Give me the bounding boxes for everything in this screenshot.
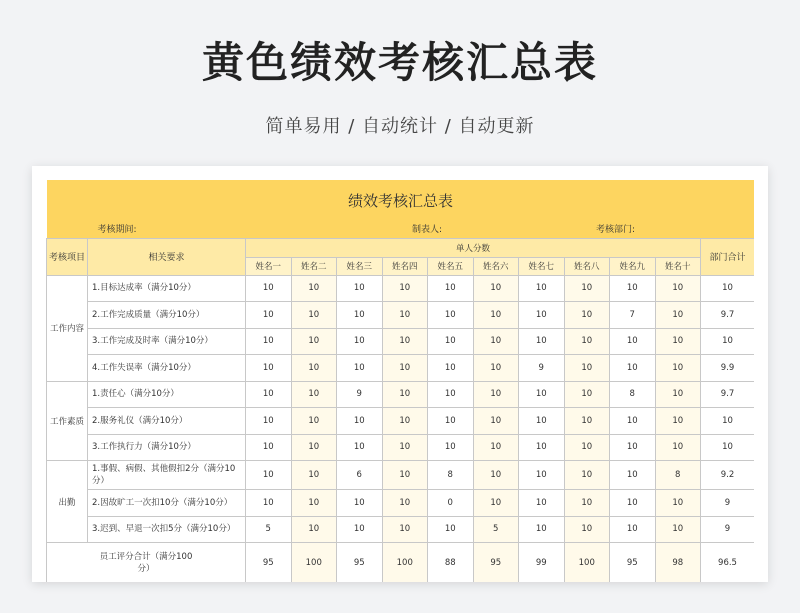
score-cell[interactable]: 10 <box>519 490 565 517</box>
header-name-9: 姓名九 <box>610 257 656 275</box>
total-score-cell[interactable]: 100 <box>564 543 610 583</box>
score-cell[interactable]: 10 <box>382 328 428 355</box>
score-cell[interactable]: 10 <box>519 381 565 408</box>
table-row <box>47 516 755 543</box>
score-cell[interactable]: 10 <box>291 302 337 329</box>
sheet-card <box>32 166 768 582</box>
table-row <box>47 355 755 382</box>
table-row <box>47 302 755 329</box>
score-cell[interactable]: 10 <box>382 275 428 302</box>
score-cell[interactable]: 10 <box>655 275 701 302</box>
score-cell[interactable]: 10 <box>655 434 701 461</box>
header-item: 考核项目 <box>47 238 88 275</box>
score-cell[interactable]: 10 <box>473 461 519 490</box>
score-cell[interactable]: 10 <box>246 461 292 490</box>
score-cell[interactable]: 10 <box>246 328 292 355</box>
score-cell[interactable]: 7 <box>610 302 656 329</box>
score-cell[interactable]: 10 <box>428 408 474 435</box>
total-score-cell[interactable]: 100 <box>291 543 337 583</box>
score-cell[interactable]: 10 <box>428 355 474 382</box>
total-score-cell[interactable]: 88 <box>428 543 474 583</box>
score-cell[interactable]: 10 <box>655 408 701 435</box>
score-cell[interactable]: 10 <box>519 275 565 302</box>
dept-total-cell[interactable]: 9 <box>701 516 755 543</box>
table-row <box>47 434 755 461</box>
score-cell[interactable]: 10 <box>519 461 565 490</box>
group-label: 出勤 <box>47 461 88 543</box>
score-cell[interactable]: 10 <box>246 302 292 329</box>
requirement-cell[interactable]: 2.服务礼仪（满分10分） <box>88 408 246 435</box>
total-score-cell[interactable]: 99 <box>519 543 565 583</box>
requirement-cell[interactable]: 1.目标达成率（满分10分） <box>88 275 246 302</box>
dept-total-cell[interactable]: 9.9 <box>701 355 755 382</box>
dept-total-cell[interactable]: 9 <box>701 490 755 517</box>
header-name-2: 姓名二 <box>291 257 337 275</box>
total-score-cell[interactable]: 95 <box>337 543 383 583</box>
score-cell[interactable]: 10 <box>428 381 474 408</box>
header-name-10: 姓名十 <box>655 257 701 275</box>
score-cell[interactable]: 10 <box>564 434 610 461</box>
score-cell[interactable]: 10 <box>291 408 337 435</box>
requirement-cell[interactable]: 3.工作完成及时率（满分10分） <box>88 328 246 355</box>
score-cell[interactable]: 10 <box>337 275 383 302</box>
total-score-cell[interactable]: 98 <box>655 543 701 583</box>
header-dept-total: 部门合计 <box>701 238 755 275</box>
score-cell[interactable]: 10 <box>473 355 519 382</box>
score-cell[interactable]: 5 <box>473 516 519 543</box>
header-name-8: 姓名八 <box>564 257 610 275</box>
summary-table <box>46 180 754 582</box>
header-name-7: 姓名七 <box>519 257 565 275</box>
header-name-6: 姓名六 <box>473 257 519 275</box>
score-cell[interactable]: 10 <box>382 516 428 543</box>
score-cell[interactable]: 10 <box>428 302 474 329</box>
score-cell[interactable]: 10 <box>564 275 610 302</box>
score-cell[interactable]: 10 <box>428 275 474 302</box>
page-subtitle: 简单易用 / 自动统计 / 自动更新 <box>265 116 535 137</box>
score-cell[interactable]: 10 <box>428 434 474 461</box>
score-cell[interactable]: 10 <box>382 408 428 435</box>
score-cell[interactable]: 10 <box>291 461 337 490</box>
requirement-cell[interactable]: 2.工作完成质量（满分10分） <box>88 302 246 329</box>
header-requirement: 相关要求 <box>88 238 246 275</box>
score-cell[interactable]: 10 <box>291 434 337 461</box>
sheet-title: 绩效考核汇总表 <box>47 180 755 220</box>
score-cell[interactable]: 10 <box>337 516 383 543</box>
score-cell[interactable]: 8 <box>610 381 656 408</box>
table-row <box>47 490 755 517</box>
score-cell[interactable]: 10 <box>655 302 701 329</box>
page-title: 黄色绩效考核汇总表 <box>201 38 598 87</box>
score-cell[interactable]: 8 <box>428 461 474 490</box>
score-cell[interactable]: 10 <box>519 434 565 461</box>
header-scores: 单人分数 <box>246 238 701 257</box>
score-cell[interactable]: 10 <box>564 516 610 543</box>
score-cell[interactable]: 10 <box>610 355 656 382</box>
score-cell[interactable]: 10 <box>610 516 656 543</box>
total-score-cell[interactable]: 95 <box>473 543 519 583</box>
score-cell[interactable]: 10 <box>564 302 610 329</box>
score-cell[interactable]: 10 <box>337 328 383 355</box>
total-label: 员工评分合计（满分100分） <box>47 543 246 583</box>
score-cell[interactable]: 10 <box>473 275 519 302</box>
score-cell[interactable]: 10 <box>473 381 519 408</box>
score-cell[interactable]: 10 <box>473 434 519 461</box>
period-label: 考核期间: <box>88 220 383 238</box>
score-cell[interactable]: 6 <box>337 461 383 490</box>
table-row <box>47 381 755 408</box>
score-cell[interactable]: 5 <box>246 516 292 543</box>
total-score-cell[interactable]: 95 <box>246 543 292 583</box>
score-cell[interactable]: 10 <box>610 275 656 302</box>
score-cell[interactable]: 10 <box>564 355 610 382</box>
score-cell[interactable]: 10 <box>564 381 610 408</box>
score-cell[interactable]: 10 <box>655 381 701 408</box>
total-score-cell[interactable]: 100 <box>382 543 428 583</box>
score-cell[interactable]: 10 <box>519 516 565 543</box>
header-name-3: 姓名三 <box>337 257 383 275</box>
score-cell[interactable]: 10 <box>655 516 701 543</box>
requirement-cell[interactable]: 1.责任心（满分10分） <box>88 381 246 408</box>
score-cell[interactable]: 10 <box>473 328 519 355</box>
score-cell[interactable]: 10 <box>382 461 428 490</box>
score-cell[interactable]: 9 <box>337 381 383 408</box>
maker-label: 制表人: <box>382 220 564 238</box>
header-name-4: 姓名四 <box>382 257 428 275</box>
score-cell[interactable]: 10 <box>246 381 292 408</box>
score-cell[interactable]: 10 <box>564 328 610 355</box>
score-cell[interactable]: 10 <box>428 516 474 543</box>
group-label: 工作素质 <box>47 381 88 461</box>
score-cell[interactable]: 10 <box>519 328 565 355</box>
score-cell[interactable]: 10 <box>382 490 428 517</box>
score-cell[interactable]: 10 <box>382 381 428 408</box>
table-row <box>47 461 755 490</box>
score-cell[interactable]: 10 <box>337 302 383 329</box>
score-cell[interactable]: 10 <box>564 490 610 517</box>
total-score-cell[interactable]: 95 <box>610 543 656 583</box>
score-cell[interactable]: 10 <box>382 355 428 382</box>
score-cell[interactable]: 10 <box>246 434 292 461</box>
score-cell[interactable]: 10 <box>473 490 519 517</box>
score-cell[interactable]: 10 <box>246 408 292 435</box>
score-cell[interactable]: 10 <box>564 461 610 490</box>
score-cell[interactable]: 10 <box>610 408 656 435</box>
score-cell[interactable]: 10 <box>655 355 701 382</box>
score-cell[interactable]: 8 <box>655 461 701 490</box>
score-cell[interactable]: 10 <box>382 434 428 461</box>
dept-total-cell[interactable]: 9.7 <box>701 381 755 408</box>
score-cell[interactable]: 10 <box>337 408 383 435</box>
score-cell[interactable]: 10 <box>473 302 519 329</box>
requirement-cell[interactable]: 4.工作失误率（满分10分） <box>88 355 246 382</box>
requirement-cell[interactable]: 2.因故旷工一次扣10分（满分10分） <box>88 490 246 517</box>
score-cell[interactable]: 10 <box>246 490 292 517</box>
dept-total-cell[interactable]: 10 <box>701 408 755 435</box>
requirement-cell[interactable]: 3.工作执行力（满分10分） <box>88 434 246 461</box>
score-cell[interactable]: 10 <box>291 328 337 355</box>
dept-total-cell[interactable]: 9.7 <box>701 302 755 329</box>
score-cell[interactable]: 10 <box>246 275 292 302</box>
score-cell[interactable]: 10 <box>337 490 383 517</box>
header-name-5: 姓名五 <box>428 257 474 275</box>
score-cell[interactable]: 9 <box>519 355 565 382</box>
table-row <box>47 328 755 355</box>
table-row <box>47 275 755 302</box>
header-name-1: 姓名一 <box>246 257 292 275</box>
requirement-cell[interactable]: 1.事假、病假、其他假扣2分（满分10分） <box>88 461 246 490</box>
score-cell[interactable]: 10 <box>291 490 337 517</box>
spreadsheet <box>46 180 754 582</box>
score-cell[interactable]: 10 <box>610 328 656 355</box>
score-cell[interactable]: 10 <box>610 490 656 517</box>
dept-total-cell[interactable]: 10 <box>701 275 755 302</box>
department-label: 考核部门: <box>564 220 754 238</box>
grand-total-cell[interactable]: 96.5 <box>701 543 755 583</box>
score-cell[interactable]: 10 <box>291 355 337 382</box>
score-cell[interactable]: 10 <box>428 328 474 355</box>
dept-total-cell[interactable]: 10 <box>701 328 755 355</box>
score-cell[interactable]: 10 <box>291 381 337 408</box>
dept-total-cell[interactable]: 9.2 <box>701 461 755 490</box>
score-cell[interactable]: 10 <box>564 408 610 435</box>
score-cell[interactable]: 10 <box>291 275 337 302</box>
score-cell[interactable]: 10 <box>519 302 565 329</box>
score-cell[interactable]: 0 <box>428 490 474 517</box>
score-cell[interactable]: 10 <box>337 434 383 461</box>
score-cell[interactable]: 10 <box>473 408 519 435</box>
score-cell[interactable]: 10 <box>610 434 656 461</box>
requirement-cell[interactable]: 3.迟到、早退一次扣5分（满分10分） <box>88 516 246 543</box>
score-cell[interactable]: 10 <box>246 355 292 382</box>
score-cell[interactable]: 10 <box>655 328 701 355</box>
score-cell[interactable]: 10 <box>291 516 337 543</box>
score-cell[interactable]: 10 <box>382 302 428 329</box>
group-label: 工作内容 <box>47 275 88 381</box>
score-cell[interactable]: 10 <box>337 355 383 382</box>
total-row <box>47 543 755 583</box>
table-row <box>47 408 755 435</box>
dept-total-cell[interactable]: 10 <box>701 434 755 461</box>
score-cell[interactable]: 10 <box>655 490 701 517</box>
score-cell[interactable]: 10 <box>519 408 565 435</box>
score-cell[interactable]: 10 <box>610 461 656 490</box>
